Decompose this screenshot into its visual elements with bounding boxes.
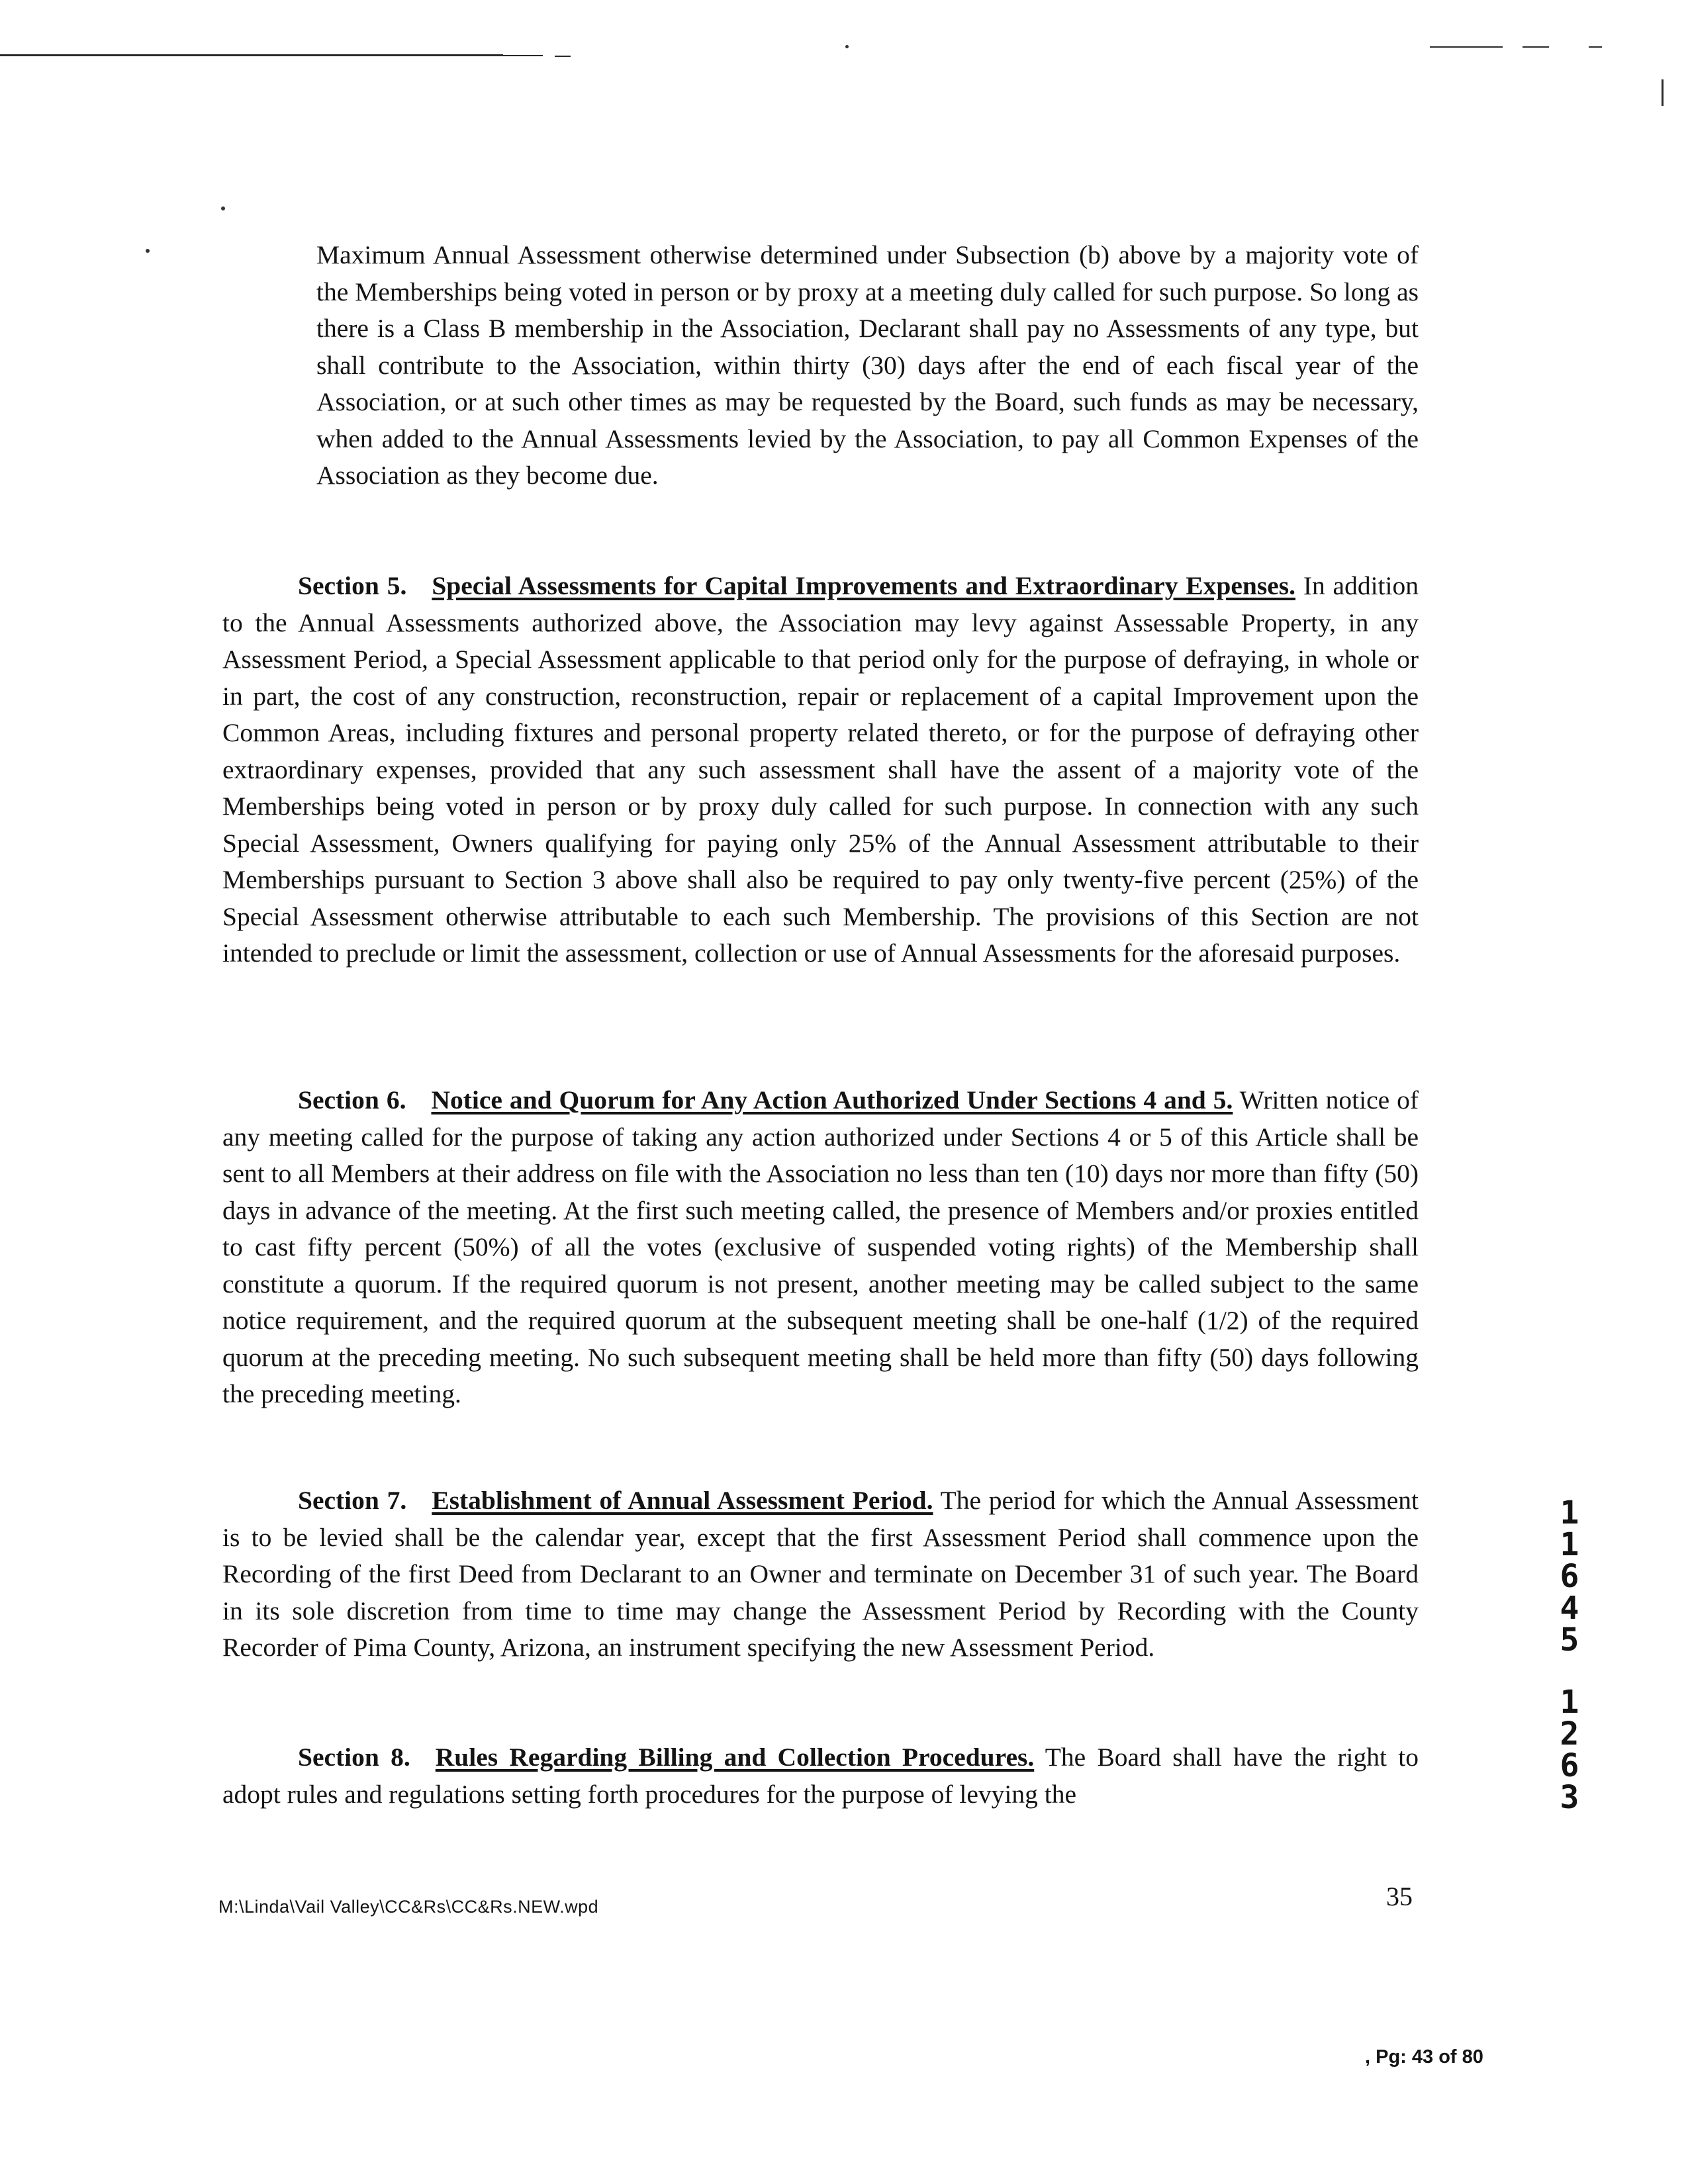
scan-artifact-speck bbox=[845, 45, 849, 48]
docket-digit: 4 bbox=[1560, 1590, 1579, 1627]
section-7-label: Section 7. bbox=[298, 1486, 407, 1515]
section-8-title: Rules Regarding Billing and Collection Procedures. bbox=[435, 1743, 1035, 1772]
docket-digit: 5 bbox=[1560, 1621, 1579, 1659]
recorder-page-stamp: , Pg: 43 of 80 bbox=[1365, 2046, 1483, 2068]
page-digit: 6 bbox=[1560, 1747, 1579, 1784]
page-digit: 3 bbox=[1560, 1779, 1579, 1816]
scan-artifact-line bbox=[0, 54, 503, 56]
section-6-body: Written notice of any meeting called for the purpose of taking any action authorized under Sections 4 or 5 of this Article shall be sent to all Members at their address on file with the Association no less than ten (10) days nor more than fifty (50) days in advance of the meeting. At the first such meeting called, the presence of Members and/or proxies entitled to cast fifty percent (50%) of all the votes (exclusive of suspended voting rights) of the Membership shall constitute a quorum. If the required quorum is not present, another meeting may be called subject to the same notice requirement, and the required quorum at the subsequent meeting shall be one-half (1/2) of the required quorum at the preceding meeting. No such subsequent meeting shall be held more than fifty (50) days following the preceding meeting. bbox=[222, 1085, 1419, 1408]
docket-digit: 1 bbox=[1560, 1494, 1579, 1531]
section-8 bbox=[222, 1739, 1419, 1813]
section-6-title: Notice and Quorum for Any Action Authorized Under Sections 4 and 5. bbox=[431, 1085, 1233, 1115]
section-6 bbox=[222, 1082, 1419, 1413]
section-7-title: Establishment of Annual Assessment Period. bbox=[432, 1486, 933, 1515]
page-digit: 1 bbox=[1560, 1684, 1579, 1721]
section-7-body: The period for which the Annual Assessment is to be levied shall be the calendar year, except that the first Assessment Period shall commence upon the Recording of the first Deed from Declarant to an Owner and terminate on December 31 of such year. The Board in its sole discretion from time to time may change the Assessment Period by Recording with the County Recorder of Pima County, Arizona, an instrument specifying the new Assessment Period. bbox=[222, 1486, 1419, 1662]
section-7 bbox=[222, 1482, 1419, 1666]
section-8-body: The Board shall have the right to adopt rules and regulations setting forth procedures for the purpose of levying the bbox=[222, 1743, 1419, 1809]
section-8-label: Section 8. bbox=[298, 1743, 410, 1772]
scan-artifact-line bbox=[1662, 79, 1664, 106]
footer-file-path: M:\Linda\Vail Valley\CC&Rs\CC&Rs.NEW.wpd bbox=[218, 1897, 599, 1917]
section-5-body: In addition to the Annual Assessments authorized above, the Association may levy against Assessable Property, in any Assessment Period, a Special Assessment applicable to that period only for the purpose of defraying, in whole or in part, the cost of any construction, reconstruction, repair or replacement of a capital Improvement upon the Common Areas, including fixtures and personal property related thereto, or for the purpose of defraying other extraordinary expenses, provided that any such assessment shall have the assent of a majority vote of the Memberships being voted in person or by proxy duly called for such purpose. In connection with any such Special Assessment, Owners qualifying for paying only 25% of the Annual Assessment attributable to their Memberships pursuant to Section 3 above shall also be required to pay only twenty-five percent (25%) of the Special Assessment otherwise attributable to each such Membership. The provisions of this Section are not intended to preclude or limit the assessment, collection or use of Annual Assessments for the aforesaid purposes. bbox=[222, 571, 1419, 968]
scan-artifact-speck bbox=[221, 206, 225, 210]
section-5 bbox=[222, 568, 1419, 972]
page-number: 35 bbox=[1386, 1882, 1413, 1911]
section-5-title: Special Assessments for Capital Improvements and Extraordinary Expenses. bbox=[432, 571, 1296, 600]
docket-digit: 1 bbox=[1560, 1526, 1579, 1563]
scan-artifact-line bbox=[555, 56, 571, 57]
scan-artifact-speck bbox=[146, 249, 150, 253]
section-6-label: Section 6. bbox=[298, 1085, 406, 1115]
docket-digit: 6 bbox=[1560, 1558, 1579, 1595]
intro-paragraph: Maximum Annual Assessment otherwise determined under Subsection (b) above by a majority vote of the Memberships being voted in person or by proxy at a meeting duly called for such purpose. So long as there is a Class B membership in the Association, Declarant shall pay no Assessments of any type, but shall contribute to the Association, within thirty (30) days after the end of each fiscal year of the Association, or at such other times as may be requested by the Board, such funds as may be necessary, when added to the Annual Assessments levied by the Association, to pay all Common Expenses of the Association as they become due. bbox=[316, 240, 1419, 490]
section-5-label: Section 5. bbox=[298, 571, 407, 600]
scan-artifact-line bbox=[1589, 46, 1602, 48]
scan-artifact-line bbox=[503, 55, 543, 56]
margin-recording-stamp bbox=[1553, 1494, 1586, 1816]
scan-artifact-line bbox=[1430, 46, 1503, 48]
scan-artifact-line bbox=[1523, 46, 1549, 48]
page-digit: 2 bbox=[1560, 1715, 1579, 1752]
